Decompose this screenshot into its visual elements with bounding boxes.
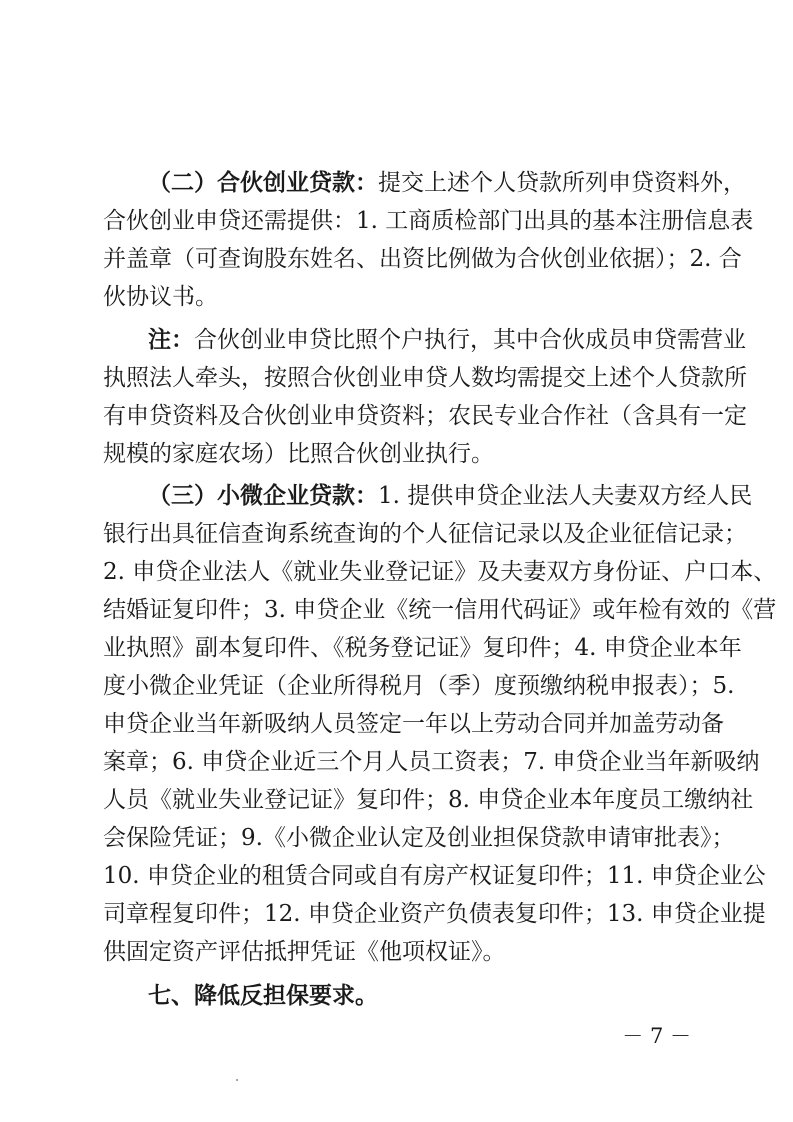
section-2-line-4: 伙协议书。 [103, 284, 218, 310]
section-2-line-1 [148, 168, 793, 198]
note-line-3: 有申贷资料及合伙创业申贷资料；农民专业合作社（含具有一定 [103, 403, 747, 429]
scan-speck [236, 1079, 238, 1081]
section-3-line-7: 申贷企业当年新吸纳人员签定一年以上劳动合同并加盖劳动备 [103, 711, 724, 737]
section-3-line-6: 度小微企业凭证（企业所得税月（季）度预缴纳税申报表）；5. [103, 673, 735, 699]
section-2-text: 提交上述个人贷款所列申贷资料外， [378, 170, 746, 196]
section-3-heading: （三）小微企业贷款： [148, 482, 378, 509]
section-3-line-11: 10. 申贷企业的租赁合同或自有房产权证复印件；11. 申贷企业公 [103, 863, 766, 889]
section-3-text: 1. 提供申贷企业法人夫妻双方经人民 [378, 483, 753, 509]
section-3-line-1 [148, 481, 793, 511]
section-3-line-5: 业执照》副本复印件、《税务登记证》复印件；4. 申贷企业本年 [103, 635, 742, 661]
section-7-heading: 七、降低反担保要求。 [148, 982, 378, 1009]
section-3-line-3: 2. 申贷企业法人《就业失业登记证》及夫妻双方身份证、户口本、 [103, 559, 777, 585]
note-label: 注： [148, 326, 194, 353]
section-3-line-4: 结婚证复印件；3. 申贷企业《统一信用代码证》或年检有效的《营 [103, 597, 777, 623]
section-3-line-12: 司章程复印件；12. 申贷企业资产负债表复印件；13. 申贷企业提 [103, 901, 766, 927]
section-3-line-8: 案章；6. 申贷企业近三个月人员工资表；7. 申贷企业当年新吸纳 [103, 749, 760, 775]
note-line-4: 规模的家庭农场）比照合伙创业执行。 [103, 441, 494, 467]
section-2-line-2: 合伙创业申贷还需提供：1. 工商质检部门出具的基本注册信息表 [103, 208, 754, 234]
section-2-heading: （二）合伙创业贷款： [148, 169, 378, 196]
section-3-line-9: 人员《就业失业登记证》复印件；8. 申贷企业本年度员工缴纳社 [103, 787, 754, 813]
section-3-line-13: 供固定资产评估抵押凭证《他项权证》。 [103, 939, 506, 965]
note-line-1 [148, 325, 793, 355]
note-line-2: 执照法人牵头，按照合伙创业申贷人数均需提交上述个人贷款所 [103, 365, 747, 391]
section-2-line-3: 并盖章（可查询股东姓名、出资比例做为合伙创业依据）；2. 合 [103, 246, 742, 272]
section-3-line-10: 会保险凭证；9.《小微企业认定及创业担保贷款申请审批表》； [103, 825, 735, 851]
section-3-line-2: 银行出具征信查询系统查询的个人征信记录以及企业征信记录； [103, 521, 747, 547]
page-number: － 7 － [622, 1024, 691, 1048]
note-text: 合伙创业申贷比照个户执行，其中合伙成员申贷需营业 [194, 327, 746, 353]
